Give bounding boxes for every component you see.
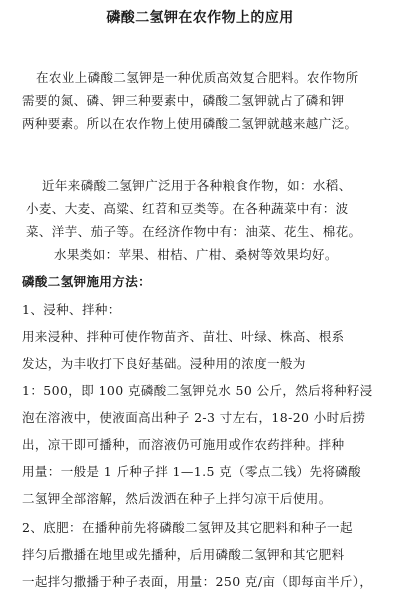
section-body-line: 二氢钾全部溶解，然后泼洒在种子上拌匀凉干后使用。 <box>22 491 332 506</box>
intro-line: 在农业上磷酸二氢钾是一种优质高效复合肥料。农作物所 <box>36 70 359 85</box>
method-heading: 磷酸二氢钾施用方法： <box>22 274 152 289</box>
intro-line: 两种要素。所以在农作物上使用磷酸二氢钾就越来越广泛。 <box>22 116 358 131</box>
intro-line: 需要的氮、磷、钾三种要素中，磷酸二氢钾就占了磷和钾 <box>22 93 345 108</box>
section-body-line: 用量：一般是 1 斤种子拌 1—1.5 克（零点二钱）先将磷酸 <box>22 464 362 479</box>
document-title: 磷酸二氢钾在农作物上的应用 <box>106 10 294 26</box>
section-body-line: 发达，为丰收打下良好基础。浸种用的浓度一般为 <box>22 356 306 371</box>
crops-line: 菜、洋芋、茄子等。在经济作物中有：油菜、花生、棉花。 <box>26 224 362 239</box>
crops-line: 小麦、大麦、高粱、红苕和豆类等。在各种蔬菜中有：波 <box>26 201 349 216</box>
crops-line: 水果类如：苹果、柑桔、广柑、桑树等效果均好。 <box>54 247 338 262</box>
section-body-line: 1：500，即 100 克磷酸二氢钾兑水 50 公斤，然后将种籽浸 <box>22 383 373 398</box>
section-body-line: 用来浸种、拌种可使作物苗齐、苗壮、叶绿、株高、根系 <box>22 329 345 344</box>
crops-line: 近年来磷酸二氢钾广泛用于各种粮食作物，如：水稻、 <box>42 178 352 193</box>
section-body-line: 出，凉干即可播种，而溶液仍可施用或作农药拌种。拌种 <box>22 437 345 452</box>
section-body-line: 一起拌匀撒播于种子表面，用量：250 克/亩（即每亩半斤）， <box>22 574 373 589</box>
section-body-line: 泡在溶液中，使液面高出种子 2-3 寸左右，18-20 小时后捞 <box>22 410 366 425</box>
section-heading: 1、浸种、拌种： <box>22 302 121 317</box>
section-body-line: 2、底肥：在播种前先将磷酸二氢钾及其它肥料和种子一起 <box>22 520 353 535</box>
section-body-line: 拌匀后撒播在地里或先播种，后用磷酸二氢钾和其它肥料 <box>22 547 345 562</box>
